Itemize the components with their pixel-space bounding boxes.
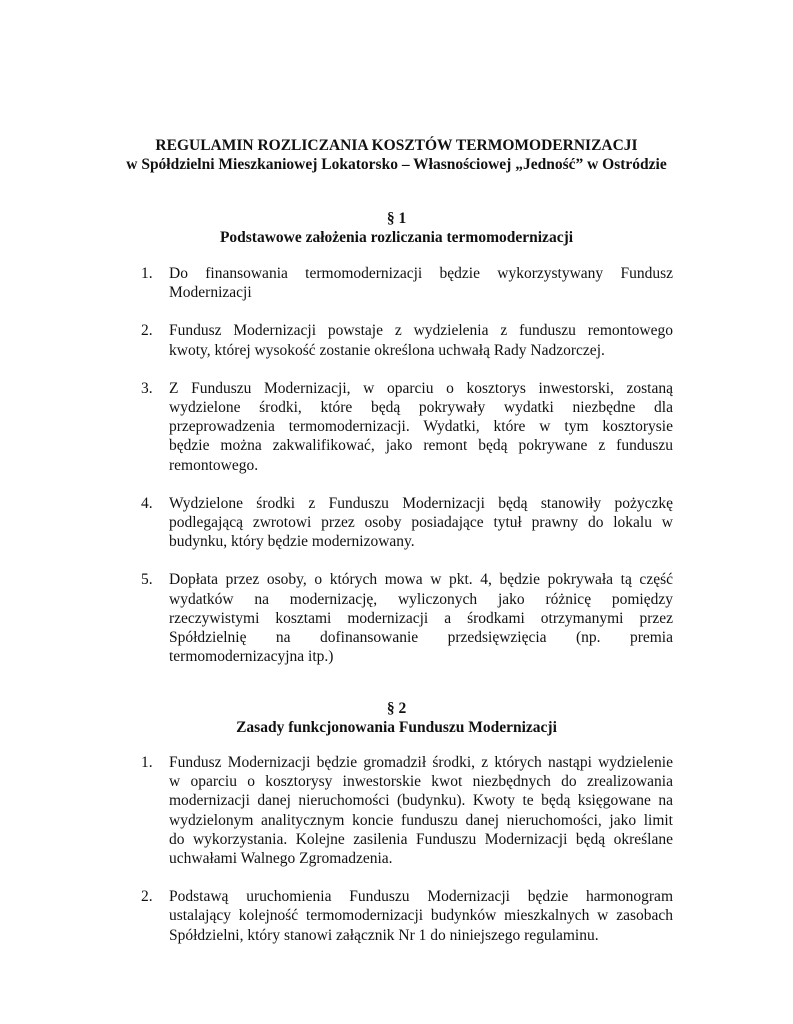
list-item [0, 379, 793, 475]
text-line: Podstawą uruchomienia Funduszu Modernizacji będzie harmonogram [169, 888, 673, 906]
text-line: do wykorzystania. Kolejne zasilenia Funduszu Modernizacji będą określane [169, 830, 673, 848]
text-line: Dopłata przez osoby, o których mowa w pkt. 4, będzie pokrywała tą część [169, 571, 673, 589]
text-line: Spółdzielnię na dofinansowanie przedsięwzięcia (np. premia [169, 629, 673, 647]
text-line: Modernizacji [169, 284, 252, 302]
item-text [169, 379, 673, 475]
item-number: 5. [141, 571, 153, 589]
item-number: 2. [141, 322, 153, 340]
text-line: Do finansowania termomodernizacji będzie wykorzystywany Fundusz [169, 265, 673, 282]
text-line: wydzielone środki, które będą pokrywały wydatki niezbędne dla [169, 399, 673, 417]
text-line: uchwałami Walnego Zgromadzenia. [169, 850, 393, 868]
text-line: wydzielonym analitycznym koncie funduszu danej nieruchomości, jako limit [169, 811, 673, 829]
section-1-heading: Podstawowe założenia rozliczania termomodernizacji [219, 229, 574, 246]
title-line-2: w Spółdzielni Mieszkaniowej Lokatorsko – Własnościowej „Jedność” w Ostródzie [126, 156, 667, 173]
item-number: 2. [141, 888, 153, 906]
list-item [0, 321, 793, 359]
item-number: 4. [141, 494, 153, 512]
text-line: modernizacji danej nieruchomości (budynku). Kwoty te będą księgowane na [169, 792, 673, 810]
text-line: termomodernizacyjna itp.) [169, 648, 334, 666]
section-2-list [0, 753, 793, 945]
text-line: przeprowadzenia termomodernizacji. Wydatki, które w tym kosztorysie [169, 418, 673, 436]
section-2-symbol: § 2 [386, 700, 407, 717]
item-text [169, 321, 673, 359]
text-line: budynku, który będzie modernizowany. [169, 533, 415, 551]
text-line: ustalający kolejność termomodernizacji budynków mieszkalnych w zasobach [169, 907, 673, 925]
item-text [169, 753, 673, 868]
item-text [169, 264, 673, 302]
list-item [0, 753, 793, 868]
text-line: Wydzielone środki z Funduszu Modernizacji będą stanowiły pożyczkę [169, 494, 673, 512]
item-number: 1. [141, 754, 153, 771]
section-1-symbol: § 1 [386, 210, 407, 227]
text-line: w oparciu o kosztorysy inwestorskie kwot niezbędnych do zrealizowania [169, 773, 673, 791]
text-line: wydatków na modernizację, wyliczonych jako różnicę pomiędzy [169, 590, 673, 608]
text-line: rzeczywistymi kosztami modernizacji a środkami otrzymanymi przez [169, 609, 673, 627]
list-item [0, 887, 793, 945]
list-item [0, 570, 793, 666]
text-line: podlegającą zwrotowi przez osoby posiadające tytuł prawny do lokalu w [169, 514, 673, 532]
title-line-1: REGULAMIN ROZLICZANIA KOSZTÓW TERMOMODERNIZACJI [155, 137, 638, 154]
section-1-header [0, 209, 793, 247]
item-number: 1. [141, 265, 153, 282]
list-item [0, 494, 793, 552]
text-line: remontowego. [169, 456, 259, 474]
item-text [169, 494, 673, 552]
text-line: Spółdzielni, który stanowi załącznik Nr 1 do niniejszego regulaminu. [169, 926, 599, 944]
text-line: kwoty, której wysokość zostanie określona uchwałą Rady Nadzorczej. [169, 341, 605, 359]
item-number: 3. [141, 379, 153, 397]
section-2-header [0, 699, 793, 737]
text-line: będzie można zakwalifikować, jako remont będą pokrywane z funduszu [169, 437, 673, 455]
document-title [0, 136, 793, 174]
text-line: Fundusz Modernizacji będzie gromadził środki, z których nastąpi wydzielenie [169, 754, 673, 771]
text-line: Fundusz Modernizacji powstaje z wydzielenia z funduszu remontowego [169, 322, 673, 340]
list-item [0, 264, 793, 302]
section-1-list [0, 264, 793, 666]
item-text [169, 887, 673, 945]
section-2-heading: Zasady funkcjonowania Funduszu Modernizacji [236, 719, 557, 736]
item-text [169, 570, 673, 666]
text-line: Z Funduszu Modernizacji, w oparciu o kosztorys inwestorski, zostaną [169, 379, 673, 397]
